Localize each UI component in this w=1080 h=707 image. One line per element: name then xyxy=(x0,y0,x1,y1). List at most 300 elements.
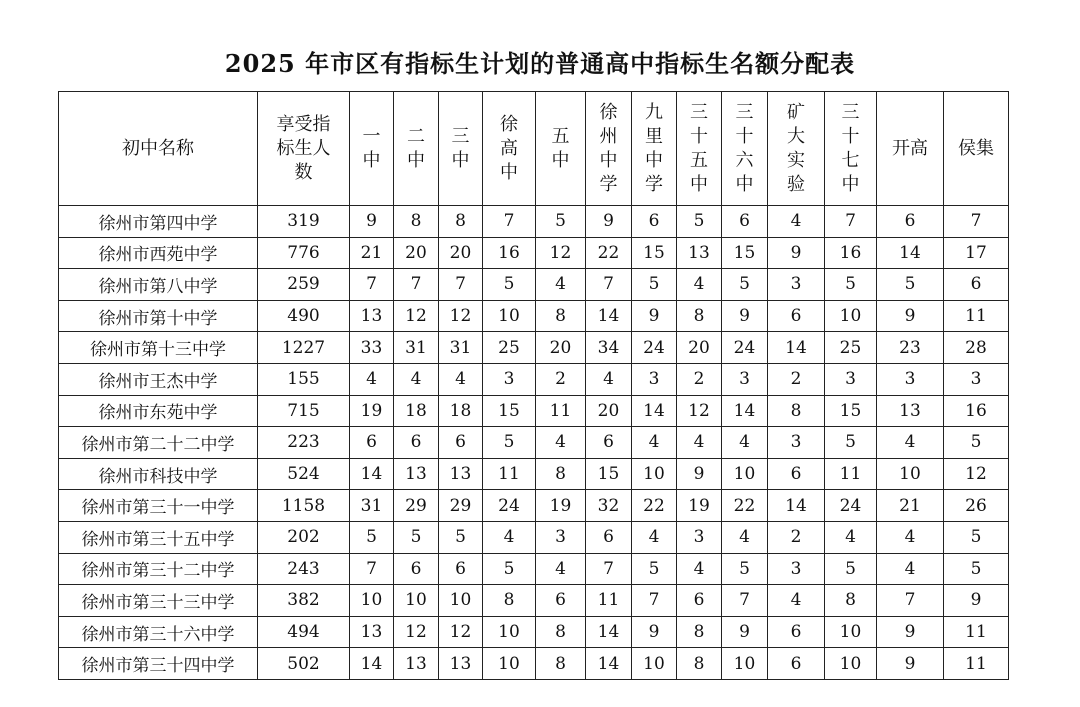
school-name-cell: 徐州市王杰中学 xyxy=(59,363,258,395)
table-row xyxy=(59,521,1009,553)
column-header-line: 里 xyxy=(645,125,663,147)
column-header-c1 xyxy=(350,92,394,206)
quota-cell: 8 xyxy=(483,585,536,617)
table-row xyxy=(59,490,1009,522)
quota-cell: 4 xyxy=(536,269,586,301)
quota-cell: 14 xyxy=(586,616,632,648)
quota-cell: 3 xyxy=(944,363,1009,395)
quota-cell: 15 xyxy=(722,237,768,269)
quota-cell: 19 xyxy=(350,395,394,427)
quota-cell: 9 xyxy=(632,616,677,648)
quota-cell: 5 xyxy=(825,553,877,585)
table-row xyxy=(59,363,1009,395)
school-name-cell: 徐州市第三十四中学 xyxy=(59,648,258,680)
quota-total-cell: 1227 xyxy=(258,332,350,364)
quota-cell: 4 xyxy=(768,206,825,238)
quota-cell: 6 xyxy=(677,585,722,617)
table-row xyxy=(59,585,1009,617)
column-header-c2 xyxy=(394,92,439,206)
quota-cell: 25 xyxy=(825,332,877,364)
school-name-cell: 徐州市第四中学 xyxy=(59,206,258,238)
column-header-name xyxy=(59,92,258,206)
quota-cell: 8 xyxy=(536,300,586,332)
quota-cell: 19 xyxy=(536,490,586,522)
table-row xyxy=(59,206,1009,238)
column-header-line: 中 xyxy=(551,149,570,171)
quota-cell: 20 xyxy=(394,237,439,269)
quota-cell: 12 xyxy=(439,300,483,332)
column-header-line: 一 xyxy=(362,125,381,147)
column-header-line: 五 xyxy=(551,125,570,147)
quota-cell: 5 xyxy=(877,269,944,301)
quota-cell: 21 xyxy=(350,237,394,269)
column-header-line: 中 xyxy=(500,161,518,183)
quota-cell: 9 xyxy=(350,206,394,238)
quota-cell: 17 xyxy=(944,237,1009,269)
quota-cell: 31 xyxy=(394,332,439,364)
quota-cell: 8 xyxy=(825,585,877,617)
school-name-cell: 徐州市第三十一中学 xyxy=(59,490,258,522)
quota-cell: 7 xyxy=(350,269,394,301)
school-name-cell: 徐州市西苑中学 xyxy=(59,237,258,269)
quota-cell: 19 xyxy=(677,490,722,522)
column-header-c13 xyxy=(944,92,1009,206)
quota-cell: 4 xyxy=(677,553,722,585)
quota-cell: 9 xyxy=(677,458,722,490)
quota-cell: 8 xyxy=(536,648,586,680)
quota-cell: 34 xyxy=(586,332,632,364)
column-header-label xyxy=(690,101,708,197)
quota-cell: 6 xyxy=(586,427,632,459)
quota-cell: 11 xyxy=(825,458,877,490)
quota-cell: 22 xyxy=(722,490,768,522)
quota-cell: 9 xyxy=(877,648,944,680)
column-header-line: 三 xyxy=(690,101,708,123)
column-header-label xyxy=(363,125,381,173)
quota-cell: 11 xyxy=(944,648,1009,680)
quota-cell: 2 xyxy=(677,363,722,395)
column-header-total xyxy=(258,92,350,206)
quota-cell: 10 xyxy=(877,458,944,490)
table-row xyxy=(59,269,1009,301)
quota-cell: 5 xyxy=(632,553,677,585)
quota-cell: 13 xyxy=(677,237,722,269)
quota-cell: 20 xyxy=(439,237,483,269)
quota-total-cell: 243 xyxy=(258,553,350,585)
quota-cell: 14 xyxy=(586,648,632,680)
table-row xyxy=(59,332,1009,364)
quota-cell: 20 xyxy=(536,332,586,364)
quota-cell: 8 xyxy=(536,616,586,648)
quota-cell: 14 xyxy=(350,458,394,490)
quota-cell: 14 xyxy=(768,332,825,364)
quota-cell: 10 xyxy=(483,300,536,332)
column-header-line: 初中名称 xyxy=(122,137,194,159)
quota-cell: 7 xyxy=(394,269,439,301)
column-header-line: 三 xyxy=(841,101,860,123)
quota-cell: 31 xyxy=(439,332,483,364)
quota-cell: 12 xyxy=(944,458,1009,490)
quota-cell: 4 xyxy=(632,521,677,553)
quota-cell: 6 xyxy=(439,553,483,585)
quota-cell: 4 xyxy=(483,521,536,553)
table-row xyxy=(59,300,1009,332)
quota-cell: 24 xyxy=(483,490,536,522)
quota-total-cell: 319 xyxy=(258,206,350,238)
column-header-line: 高 xyxy=(500,137,518,159)
quota-cell: 5 xyxy=(483,553,536,585)
quota-cell: 3 xyxy=(722,363,768,395)
column-header-label xyxy=(645,101,663,197)
quota-cell: 6 xyxy=(768,616,825,648)
column-header-line: 九 xyxy=(645,101,663,123)
quota-cell: 24 xyxy=(825,490,877,522)
quota-cell: 3 xyxy=(632,363,677,395)
quota-cell: 11 xyxy=(586,585,632,617)
column-header-c11 xyxy=(825,92,877,206)
column-header-line: 中 xyxy=(690,173,708,195)
quota-cell: 3 xyxy=(768,553,825,585)
column-header-label xyxy=(787,101,805,197)
school-name-cell: 徐州市第十中学 xyxy=(59,300,258,332)
quota-cell: 9 xyxy=(632,300,677,332)
quota-cell: 29 xyxy=(394,490,439,522)
quota-cell: 10 xyxy=(483,648,536,680)
quota-cell: 5 xyxy=(632,269,677,301)
column-header-label xyxy=(452,125,470,173)
quota-cell: 13 xyxy=(394,458,439,490)
quota-cell: 5 xyxy=(825,269,877,301)
column-header-line: 七 xyxy=(841,149,860,171)
quota-total-cell: 259 xyxy=(258,269,350,301)
quota-cell: 8 xyxy=(439,206,483,238)
column-header-label xyxy=(122,137,194,161)
quota-cell: 13 xyxy=(350,616,394,648)
quota-cell: 5 xyxy=(825,427,877,459)
column-header-line: 中 xyxy=(407,149,425,171)
quota-cell: 7 xyxy=(877,585,944,617)
table-row xyxy=(59,616,1009,648)
column-header-line: 侯集 xyxy=(958,137,994,159)
quota-cell: 16 xyxy=(483,237,536,269)
table-row xyxy=(59,427,1009,459)
quota-cell: 7 xyxy=(825,206,877,238)
quota-cell: 32 xyxy=(586,490,632,522)
quota-total-cell: 494 xyxy=(258,616,350,648)
column-header-line: 十 xyxy=(841,125,860,147)
column-header-line: 标生人 xyxy=(276,137,331,159)
quota-cell: 10 xyxy=(722,648,768,680)
column-header-label xyxy=(552,125,570,173)
quota-total-cell: 382 xyxy=(258,585,350,617)
quota-total-cell: 776 xyxy=(258,237,350,269)
column-header-line: 数 xyxy=(294,161,313,183)
quota-cell: 5 xyxy=(439,521,483,553)
quota-cell: 5 xyxy=(394,521,439,553)
column-header-line: 验 xyxy=(787,173,805,195)
column-header-label xyxy=(407,125,425,173)
column-header-line: 三 xyxy=(451,125,470,147)
quota-cell: 4 xyxy=(677,427,722,459)
quota-table xyxy=(58,91,1009,680)
school-name-cell: 徐州市第三十五中学 xyxy=(59,521,258,553)
quota-cell: 31 xyxy=(350,490,394,522)
quota-cell: 3 xyxy=(677,521,722,553)
quota-cell: 12 xyxy=(677,395,722,427)
column-header-line: 学 xyxy=(645,173,663,195)
column-header-line: 享受指 xyxy=(276,113,331,135)
quota-cell: 7 xyxy=(722,585,768,617)
quota-cell: 6 xyxy=(768,648,825,680)
quota-cell: 6 xyxy=(536,585,586,617)
quota-cell: 6 xyxy=(586,521,632,553)
quota-cell: 20 xyxy=(586,395,632,427)
quota-cell: 15 xyxy=(483,395,536,427)
quota-cell: 13 xyxy=(439,458,483,490)
quota-cell: 14 xyxy=(768,490,825,522)
column-header-label xyxy=(736,101,754,197)
quota-cell: 9 xyxy=(944,585,1009,617)
quota-cell: 13 xyxy=(350,300,394,332)
quota-cell: 9 xyxy=(722,616,768,648)
quota-cell: 2 xyxy=(768,521,825,553)
quota-cell: 6 xyxy=(944,269,1009,301)
column-header-line: 大 xyxy=(787,125,805,147)
quota-cell: 14 xyxy=(632,395,677,427)
column-header-line: 开高 xyxy=(892,137,928,159)
quota-cell: 23 xyxy=(877,332,944,364)
quota-cell: 20 xyxy=(677,332,722,364)
quota-total-cell: 1158 xyxy=(258,490,350,522)
column-header-line: 矿 xyxy=(787,101,805,123)
quota-cell: 5 xyxy=(483,269,536,301)
column-header-line: 徐 xyxy=(500,113,518,135)
quota-cell: 3 xyxy=(536,521,586,553)
quota-cell: 18 xyxy=(439,395,483,427)
quota-cell: 4 xyxy=(877,553,944,585)
quota-cell: 5 xyxy=(536,206,586,238)
quota-cell: 33 xyxy=(350,332,394,364)
quota-cell: 7 xyxy=(483,206,536,238)
column-header-line: 十 xyxy=(690,125,708,147)
column-header-line: 六 xyxy=(735,149,754,171)
quota-cell: 12 xyxy=(394,616,439,648)
quota-cell: 9 xyxy=(722,300,768,332)
quota-cell: 11 xyxy=(944,300,1009,332)
column-header-line: 五 xyxy=(690,149,708,171)
quota-cell: 3 xyxy=(768,427,825,459)
column-header-c12 xyxy=(877,92,944,206)
school-name-cell: 徐州市第三十六中学 xyxy=(59,616,258,648)
quota-cell: 14 xyxy=(350,648,394,680)
quota-total-cell: 202 xyxy=(258,521,350,553)
table-row xyxy=(59,458,1009,490)
column-header-line: 二 xyxy=(407,125,425,147)
quota-cell: 8 xyxy=(677,648,722,680)
quota-cell: 16 xyxy=(944,395,1009,427)
quota-cell: 4 xyxy=(536,553,586,585)
column-header-c6 xyxy=(586,92,632,206)
column-header-line: 中 xyxy=(841,173,860,195)
table-row xyxy=(59,648,1009,680)
column-header-c5 xyxy=(536,92,586,206)
table-row xyxy=(59,237,1009,269)
quota-total-cell: 715 xyxy=(258,395,350,427)
column-header-label xyxy=(842,101,860,197)
quota-cell: 4 xyxy=(722,521,768,553)
quota-cell: 4 xyxy=(586,363,632,395)
quota-cell: 24 xyxy=(632,332,677,364)
column-header-line: 中 xyxy=(645,149,663,171)
quota-cell: 14 xyxy=(722,395,768,427)
school-name-cell: 徐州市第三十二中学 xyxy=(59,553,258,585)
column-header-c4 xyxy=(483,92,536,206)
quota-cell: 6 xyxy=(722,206,768,238)
quota-cell: 4 xyxy=(768,585,825,617)
quota-cell: 6 xyxy=(394,553,439,585)
quota-cell: 16 xyxy=(825,237,877,269)
quota-cell: 10 xyxy=(722,458,768,490)
quota-cell: 3 xyxy=(768,269,825,301)
quota-cell: 10 xyxy=(439,585,483,617)
school-name-cell: 徐州市东苑中学 xyxy=(59,395,258,427)
quota-cell: 12 xyxy=(394,300,439,332)
quota-cell: 4 xyxy=(825,521,877,553)
quota-cell: 4 xyxy=(394,363,439,395)
quota-total-cell: 502 xyxy=(258,648,350,680)
quota-cell: 24 xyxy=(722,332,768,364)
column-header-c8 xyxy=(677,92,722,206)
column-header-label xyxy=(277,113,331,185)
quota-cell: 13 xyxy=(394,648,439,680)
column-header-line: 十 xyxy=(735,125,754,147)
quota-cell: 9 xyxy=(586,206,632,238)
quota-cell: 8 xyxy=(677,616,722,648)
quota-cell: 14 xyxy=(877,237,944,269)
quota-cell: 5 xyxy=(722,553,768,585)
column-header-label xyxy=(600,101,618,197)
quota-cell: 15 xyxy=(825,395,877,427)
table-body xyxy=(59,206,1009,680)
school-name-cell: 徐州市第二十二中学 xyxy=(59,427,258,459)
quota-cell: 6 xyxy=(394,427,439,459)
quota-cell: 26 xyxy=(944,490,1009,522)
quota-cell: 14 xyxy=(586,300,632,332)
quota-cell: 28 xyxy=(944,332,1009,364)
quota-total-cell: 155 xyxy=(258,363,350,395)
quota-cell: 10 xyxy=(632,458,677,490)
quota-cell: 12 xyxy=(439,616,483,648)
quota-total-cell: 524 xyxy=(258,458,350,490)
column-header-line: 三 xyxy=(735,101,754,123)
quota-cell: 7 xyxy=(586,553,632,585)
quota-cell: 4 xyxy=(722,427,768,459)
quota-cell: 2 xyxy=(768,363,825,395)
quota-cell: 6 xyxy=(439,427,483,459)
quota-cell: 8 xyxy=(394,206,439,238)
quota-cell: 13 xyxy=(439,648,483,680)
quota-cell: 8 xyxy=(677,300,722,332)
quota-cell: 8 xyxy=(536,458,586,490)
column-header-line: 中 xyxy=(362,149,381,171)
quota-cell: 7 xyxy=(944,206,1009,238)
quota-cell: 5 xyxy=(944,521,1009,553)
school-name-cell: 徐州市科技中学 xyxy=(59,458,258,490)
school-name-cell: 徐州市第三十三中学 xyxy=(59,585,258,617)
quota-cell: 4 xyxy=(350,363,394,395)
column-header-c9 xyxy=(722,92,768,206)
quota-cell: 11 xyxy=(483,458,536,490)
quota-cell: 5 xyxy=(350,521,394,553)
table-header-row xyxy=(59,92,1009,206)
column-header-line: 实 xyxy=(787,149,805,171)
quota-cell: 4 xyxy=(439,363,483,395)
quota-cell: 3 xyxy=(877,363,944,395)
column-header-line: 中 xyxy=(451,149,470,171)
quota-cell: 5 xyxy=(722,269,768,301)
quota-cell: 5 xyxy=(677,206,722,238)
table-row xyxy=(59,395,1009,427)
quota-cell: 6 xyxy=(877,206,944,238)
page-title: 2025 年市区有指标生计划的普通高中指标生名额分配表 xyxy=(224,49,856,78)
quota-cell: 5 xyxy=(944,553,1009,585)
quota-cell: 4 xyxy=(677,269,722,301)
quota-cell: 21 xyxy=(877,490,944,522)
quota-cell: 5 xyxy=(483,427,536,459)
column-header-line: 徐 xyxy=(599,101,618,123)
quota-cell: 22 xyxy=(586,237,632,269)
quota-cell: 6 xyxy=(768,300,825,332)
quota-cell: 7 xyxy=(632,585,677,617)
quota-cell: 8 xyxy=(768,395,825,427)
quota-cell: 7 xyxy=(350,553,394,585)
column-header-line: 学 xyxy=(599,173,618,195)
quota-cell: 6 xyxy=(768,458,825,490)
quota-cell: 4 xyxy=(632,427,677,459)
quota-cell: 9 xyxy=(877,616,944,648)
quota-total-cell: 490 xyxy=(258,300,350,332)
quota-cell: 13 xyxy=(877,395,944,427)
school-name-cell: 徐州市第八中学 xyxy=(59,269,258,301)
column-header-c10 xyxy=(768,92,825,206)
quota-cell: 4 xyxy=(877,427,944,459)
school-name-cell: 徐州市第十三中学 xyxy=(59,332,258,364)
quota-cell: 3 xyxy=(483,363,536,395)
quota-cell: 11 xyxy=(944,616,1009,648)
column-header-label xyxy=(892,137,928,161)
quota-cell: 4 xyxy=(877,521,944,553)
quota-cell: 10 xyxy=(825,616,877,648)
quota-cell: 4 xyxy=(536,427,586,459)
quota-cell: 9 xyxy=(877,300,944,332)
quota-cell: 10 xyxy=(394,585,439,617)
column-header-c7 xyxy=(632,92,677,206)
quota-cell: 25 xyxy=(483,332,536,364)
quota-cell: 10 xyxy=(350,585,394,617)
column-header-label xyxy=(958,137,994,161)
quota-cell: 7 xyxy=(439,269,483,301)
quota-cell: 5 xyxy=(944,427,1009,459)
quota-cell: 10 xyxy=(825,648,877,680)
column-header-c3 xyxy=(439,92,483,206)
column-header-line: 中 xyxy=(599,149,618,171)
column-header-label xyxy=(500,113,518,185)
quota-cell: 11 xyxy=(536,395,586,427)
quota-cell: 10 xyxy=(483,616,536,648)
quota-cell: 6 xyxy=(350,427,394,459)
column-header-line: 州 xyxy=(599,125,618,147)
quota-cell: 15 xyxy=(586,458,632,490)
